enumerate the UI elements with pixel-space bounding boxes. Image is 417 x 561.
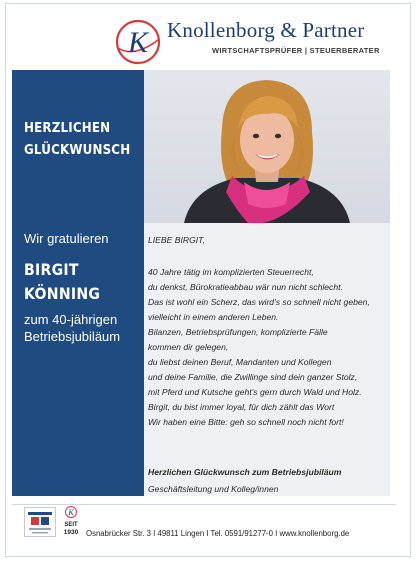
letter-line: kommen dir gelegen, bbox=[148, 342, 229, 352]
brand-name: Knollenborg & Partner bbox=[167, 18, 365, 42]
seit-logo-letter: K bbox=[68, 508, 74, 517]
knollenborg-k-logo-icon bbox=[114, 18, 162, 66]
congrats-text: Wir gratulieren bbox=[24, 231, 109, 246]
letter-line: Wir haben eine Bitte: geh so schnell noch nicht fort! bbox=[148, 417, 344, 427]
award-badge-icon bbox=[24, 507, 56, 537]
employee-first-name: BIRGIT bbox=[24, 260, 79, 279]
letter-body bbox=[148, 265, 370, 430]
congrats-panel bbox=[12, 70, 144, 496]
letter-line: Bilanzen, Betriebsprüfungen, komplizierte Fälle bbox=[148, 327, 328, 337]
letter-greeting: LIEBE BIRGIT, bbox=[148, 235, 205, 245]
headline-line-1: HERZLICHEN bbox=[24, 120, 111, 136]
jubilee-text bbox=[24, 311, 120, 345]
employee-last-name: KÖNNING bbox=[24, 284, 101, 303]
letter-line: mit Pferd und Kutsche geht's gern durch Wald und Holz. bbox=[148, 387, 362, 397]
seit-1930-badge-icon bbox=[60, 505, 82, 541]
employee-name bbox=[24, 258, 100, 306]
portrait-photo bbox=[144, 70, 390, 223]
letter-closing: Herzlichen Glückwunsch zum Betriebsjubiläum bbox=[148, 467, 342, 477]
letter-line: du liebst deinen Beruf, Mandanten und Kollegen bbox=[148, 357, 332, 367]
footer-address: Osnabrücker Str. 3 I 49811 Lingen I Tel. 0591/91277-0 I www.knollenborg.de bbox=[86, 529, 350, 538]
jubilee-line-2: Betriebsjubiläum bbox=[24, 329, 121, 344]
letter-line: vielleicht in einem anderen Leben. bbox=[148, 312, 279, 322]
portrait-illustration bbox=[144, 70, 390, 223]
brand-subtitle: WIRTSCHAFTSPRÜFER | STEUERBERATER bbox=[212, 46, 380, 55]
letter-line: 40 Jahre tätig im komplizierten Steuerrecht, bbox=[148, 267, 314, 277]
seit-label: SEIT bbox=[64, 522, 78, 528]
letter-line: du denkst, Bürokratieabbau wär nun nicht schlecht. bbox=[148, 282, 343, 292]
letter-line: und deine Familie, die Zwillinge sind dein ganzer Stolz, bbox=[148, 372, 358, 382]
letter-line: Birgit, du bist immer loyal, für dich zählt das Wort bbox=[148, 402, 335, 412]
headline bbox=[24, 117, 130, 161]
jubilee-line-1: zum 40-jährigen bbox=[24, 312, 118, 327]
logo-letter: K bbox=[127, 26, 149, 59]
letter-signature: Geschäftsleitung und Kolleg/innen bbox=[148, 484, 279, 494]
headline-line-2: GLÜCKWUNSCH bbox=[24, 142, 131, 158]
seit-year: 1930 bbox=[63, 529, 79, 536]
letter-line: Das ist wohl ein Scherz, das wird's so schnell nicht geben, bbox=[148, 297, 370, 307]
